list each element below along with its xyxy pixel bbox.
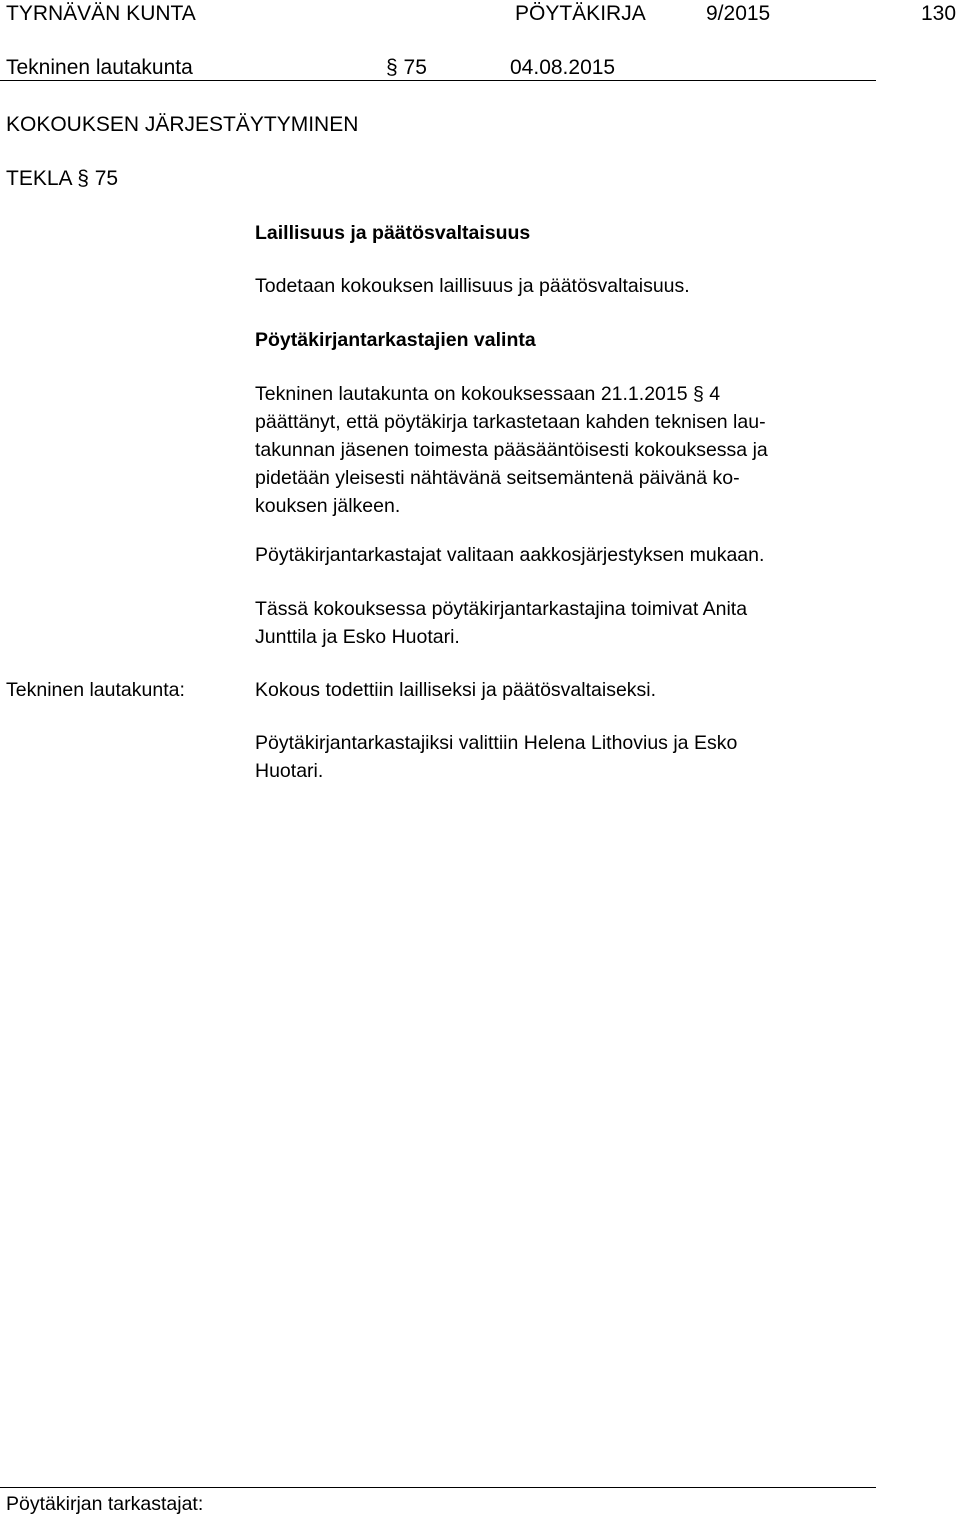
document-number: 9/2015 xyxy=(706,2,771,25)
section-sign: § xyxy=(386,56,404,79)
section-sign: § xyxy=(71,167,95,190)
paragraph-line: Huotari. xyxy=(255,760,324,782)
paragraph-legality: Todetaan kokouksen laillisuus ja päätösvaltaisuus. xyxy=(255,275,690,297)
paragraph-line: Junttila ja Esko Huotari. xyxy=(255,626,460,648)
page-number: 130 xyxy=(921,2,957,25)
header-divider xyxy=(0,80,876,81)
committee-name: Tekninen lautakunta xyxy=(6,56,193,79)
paragraph-line: Pöytäkirjantarkastajiksi valittiin Helena Lithovius ja Esko xyxy=(255,732,738,754)
section-number: § 75 xyxy=(386,56,427,79)
decision-label: Tekninen lautakunta: xyxy=(6,679,185,701)
meeting-date: 04.08.2015 xyxy=(510,56,616,79)
paragraph-alphabetical: Pöytäkirjantarkastajat valitaan aakkosjärjestyksen mukaan. xyxy=(255,544,765,566)
paragraph-checker-rule xyxy=(255,380,885,520)
decision-line: Kokous todettiin lailliseksi ja päätösvaltaiseksi. xyxy=(255,679,657,701)
paragraph-line: Tekninen lautakunta on kokouksessaan 21.1.2015 § 4 xyxy=(255,383,721,405)
subheading-minutes-checkers: Pöytäkirjantarkastajien valinta xyxy=(255,329,536,351)
municipality-name: TYRNÄVÄN KUNTA xyxy=(6,2,196,25)
paragraph-current-checkers xyxy=(255,595,885,651)
paragraph-line: kouksen jälkeen. xyxy=(255,495,401,517)
subheading-legality: Laillisuus ja päätösvaltaisuus xyxy=(255,222,531,244)
section-heading: KOKOUKSEN JÄRJESTÄYTYMINEN xyxy=(6,113,359,136)
footer-label: Pöytäkirjan tarkastajat: xyxy=(6,1493,204,1515)
paragraph-line: Tässä kokouksessa pöytäkirjantarkastajina toimivat Anita xyxy=(255,598,748,620)
footer-divider xyxy=(0,1487,876,1488)
paragraph-line: päättänyt, että pöytäkirja tarkastetaan kahden teknisen lau- xyxy=(255,411,766,433)
tekla-reference: TEKLA § 75 xyxy=(6,167,119,190)
document-type: PÖYTÄKIRJA xyxy=(515,2,646,25)
decision-checkers xyxy=(255,729,885,785)
paragraph-line: takunnan jäsenen toimesta pääsääntöisesti kokouksessa ja xyxy=(255,439,768,461)
paragraph-line: pidetään yleisesti nähtävänä seitsemäntenä päivänä ko- xyxy=(255,467,740,489)
